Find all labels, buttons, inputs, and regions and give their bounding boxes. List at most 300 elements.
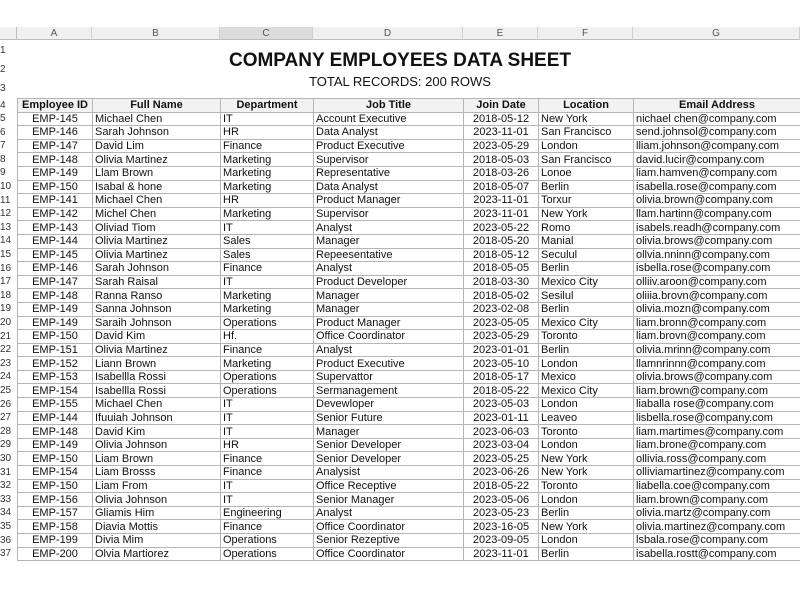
join-date-cell[interactable]: 2023-05-29 (464, 139, 539, 153)
job-title-header[interactable]: Job Title (314, 99, 464, 113)
row-number[interactable]: 12 (0, 208, 12, 220)
email-address-cell[interactable]: isbella.rose@company.com (634, 262, 800, 276)
employee-id-cell[interactable]: EMP-146 (18, 126, 93, 140)
job-title-cell[interactable]: Office Coordinator (314, 520, 464, 534)
full-name-cell[interactable]: Sanna Johnson (93, 302, 221, 316)
row-number[interactable]: 20 (0, 317, 12, 328)
row-number[interactable]: 18 (0, 289, 12, 301)
join-date-cell[interactable]: 2018-05-17 (464, 370, 539, 384)
email-address-cell[interactable]: lsbala.rose@company.com (634, 534, 800, 548)
row-number[interactable]: 34 (0, 507, 12, 519)
location-cell[interactable]: Mexico City (539, 316, 634, 330)
job-title-cell[interactable]: Analysist (314, 466, 464, 480)
table-row (18, 126, 800, 140)
table-row (18, 289, 800, 303)
location-cell[interactable]: Berlin (539, 180, 634, 194)
employee-id-cell[interactable]: EMP-144 (18, 234, 93, 248)
join-date-cell[interactable]: 2023-11-01 (464, 547, 539, 561)
row-number[interactable]: 6 (0, 126, 6, 138)
email-address-cell[interactable]: liam.brovn@company.com (634, 330, 800, 344)
row-number[interactable]: 1 (0, 45, 6, 56)
location-cell[interactable]: London (539, 493, 634, 507)
email-address-cell[interactable]: olivia.brows@company.com (634, 370, 800, 384)
job-title-cell[interactable]: Supervattor (314, 370, 464, 384)
column-header-g[interactable]: G (633, 27, 800, 40)
location-cell[interactable]: Berlin (539, 262, 634, 276)
employee-id-cell[interactable]: EMP-147 (18, 275, 93, 289)
row-number[interactable]: 13 (0, 221, 12, 233)
location-cell[interactable]: Berlin (539, 302, 634, 316)
department-cell[interactable]: Marketing (221, 207, 314, 221)
employee-id-cell[interactable]: EMP-148 (18, 289, 93, 303)
column-header-f[interactable]: F (538, 27, 633, 40)
job-title-cell[interactable]: Senior Developer (314, 438, 464, 452)
employee-id-cell[interactable]: EMP-144 (18, 411, 93, 425)
full-name-cell[interactable]: Oliviad Tiom (93, 221, 221, 235)
row-number[interactable]: 10 (0, 181, 12, 193)
row-number[interactable]: 15 (0, 249, 12, 261)
join-date-cell[interactable]: 2018-05-07 (464, 180, 539, 194)
employee-id-cell[interactable]: EMP-142 (18, 207, 93, 221)
full-name-cell[interactable]: Sarah Raisal (93, 275, 221, 289)
location-cell[interactable]: New York (539, 520, 634, 534)
row-number[interactable]: 4 (0, 99, 6, 111)
employee-id-cell[interactable]: EMP-148 (18, 425, 93, 439)
department-cell[interactable]: Finance (221, 262, 314, 276)
employee-id-cell[interactable]: EMP-143 (18, 221, 93, 235)
email-address-cell[interactable]: liam.martimes@company.com (634, 425, 800, 439)
department-cell[interactable]: HR (221, 126, 314, 140)
email-address-cell[interactable]: liaballa rose@company.com (634, 398, 800, 412)
row-number[interactable]: 36 (0, 534, 12, 546)
join-date-cell[interactable]: 2018-05-20 (464, 234, 539, 248)
employee-id-cell[interactable]: EMP-150 (18, 180, 93, 194)
row-number[interactable]: 3 (0, 83, 6, 95)
row-number[interactable]: 22 (0, 344, 12, 356)
full-name-cell[interactable]: Michel Chen (93, 207, 221, 221)
row-number[interactable]: 9 (0, 167, 6, 179)
join-date-cell[interactable]: 2023-05-05 (464, 316, 539, 330)
department-cell[interactable]: Engineering (221, 506, 314, 520)
table-row (18, 438, 800, 452)
job-title-cell[interactable]: Senior Rezeptive (314, 534, 464, 548)
row-number[interactable]: 19 (0, 303, 12, 315)
location-cell[interactable]: Romo (539, 221, 634, 235)
employee-id-cell[interactable]: EMP-150 (18, 479, 93, 493)
location-header[interactable]: Location (539, 99, 634, 113)
department-cell[interactable]: Operations (221, 316, 314, 330)
job-title-cell[interactable]: Senior Future (314, 411, 464, 425)
email-address-cell[interactable]: olivia.martz@company.com (634, 506, 800, 520)
job-title-cell[interactable]: Product Executive (314, 357, 464, 371)
column-header-c[interactable]: C (220, 27, 313, 40)
join-date-cell[interactable]: 2023-01-11 (464, 411, 539, 425)
join-date-cell[interactable]: 2018-05-12 (464, 112, 539, 126)
employee-id-cell[interactable]: EMP-153 (18, 370, 93, 384)
email-address-cell[interactable]: liabella.coe@company.com (634, 479, 800, 493)
row-number[interactable]: 5 (0, 113, 6, 125)
location-cell[interactable]: Lonoe (539, 166, 634, 180)
join-date-header[interactable]: Join Date (464, 99, 539, 113)
full-name-cell[interactable]: Liam Brosss (93, 466, 221, 480)
email-address-cell[interactable]: olivia.mozn@company.com (634, 302, 800, 316)
location-cell[interactable]: London (539, 438, 634, 452)
row-number[interactable]: 16 (0, 262, 12, 274)
location-cell[interactable]: Toronto (539, 330, 634, 344)
join-date-cell[interactable]: 2023-01-01 (464, 343, 539, 357)
full-name-cell[interactable]: Olivia Martinez (93, 153, 221, 167)
job-title-cell[interactable]: Product Manager (314, 194, 464, 208)
location-cell[interactable]: San Francisco (539, 126, 634, 140)
column-header-b[interactable]: B (92, 27, 220, 40)
department-cell[interactable]: IT (221, 411, 314, 425)
email-address-cell[interactable]: liam.brone@company.com (634, 438, 800, 452)
location-cell[interactable]: Mexico City (539, 384, 634, 398)
join-date-cell[interactable]: 2023-05-10 (464, 357, 539, 371)
department-cell[interactable]: HR (221, 438, 314, 452)
full-name-cell[interactable]: Olivia Johnson (93, 493, 221, 507)
join-date-cell[interactable]: 2018-03-26 (464, 166, 539, 180)
full-name-cell[interactable]: Liann Brown (93, 357, 221, 371)
email-address-cell[interactable]: olivia.brows@company.com (634, 234, 800, 248)
join-date-cell[interactable]: 2023-03-04 (464, 438, 539, 452)
job-title-cell[interactable]: Data Analyst (314, 126, 464, 140)
email-address-cell[interactable]: liam.bronn@company.com (634, 316, 800, 330)
department-cell[interactable]: Marketing (221, 302, 314, 316)
join-date-cell[interactable]: 2018-05-22 (464, 479, 539, 493)
full-name-cell[interactable]: Saraih Johnson (93, 316, 221, 330)
location-cell[interactable]: London (539, 139, 634, 153)
location-cell[interactable]: Berlin (539, 547, 634, 561)
join-date-cell[interactable]: 2018-05-12 (464, 248, 539, 262)
row-number[interactable]: 31 (0, 466, 12, 478)
location-cell[interactable]: Mexico City (539, 275, 634, 289)
job-title-cell[interactable]: Analyst (314, 506, 464, 520)
full-name-cell[interactable]: Llam Brown (93, 166, 221, 180)
table-row (18, 452, 800, 466)
location-cell[interactable]: Mexico (539, 370, 634, 384)
department-cell[interactable]: Operations (221, 384, 314, 398)
department-cell[interactable]: Sales (221, 248, 314, 262)
email-address-cell[interactable]: david.lucir@company.com (634, 153, 800, 167)
department-cell[interactable]: Finance (221, 520, 314, 534)
table-row (18, 534, 800, 548)
email-address-cell[interactable]: liam.brown@company.com (634, 493, 800, 507)
location-cell[interactable]: Seculul (539, 248, 634, 262)
department-cell[interactable]: Finance (221, 466, 314, 480)
row-number[interactable]: 23 (0, 357, 12, 369)
employee-id-cell[interactable]: EMP-157 (18, 506, 93, 520)
row-number[interactable]: 17 (0, 276, 12, 288)
employee-id-cell[interactable]: EMP-149 (18, 316, 93, 330)
job-title-cell[interactable]: Representative (314, 166, 464, 180)
employee-id-cell[interactable]: EMP-149 (18, 166, 93, 180)
location-cell[interactable]: London (539, 534, 634, 548)
full-name-cell[interactable]: David Lim (93, 139, 221, 153)
employee-id-cell[interactable]: EMP-148 (18, 153, 93, 167)
employee-id-cell[interactable]: EMP-152 (18, 357, 93, 371)
job-title-cell[interactable]: Supervisor (314, 207, 464, 221)
job-title-cell[interactable]: Manager (314, 289, 464, 303)
job-title-cell[interactable]: Analyst (314, 343, 464, 357)
full-name-cell[interactable]: Olvia Martiorez (93, 547, 221, 561)
department-cell[interactable]: Marketing (221, 357, 314, 371)
email-address-cell[interactable]: lisbella.rose@company.com (634, 411, 800, 425)
full-name-cell[interactable]: Sarah Johnson (93, 262, 221, 276)
job-title-cell[interactable]: Data Analyst (314, 180, 464, 194)
table-row (18, 384, 800, 398)
email-address-cell[interactable]: olivia.martinez@company.com (634, 520, 800, 534)
email-address-cell[interactable]: liam.hamven@company.com (634, 166, 800, 180)
department-cell[interactable]: IT (221, 425, 314, 439)
full-name-cell[interactable]: Olivia Martinez (93, 343, 221, 357)
job-title-cell[interactable]: Product Executive (314, 139, 464, 153)
row-number[interactable]: 11 (0, 194, 11, 206)
location-cell[interactable]: New York (539, 466, 634, 480)
email-address-cell[interactable]: olivia.mrinn@company.com (634, 343, 800, 357)
department-cell[interactable]: Marketing (221, 166, 314, 180)
department-cell[interactable]: IT (221, 398, 314, 412)
employee-id-cell[interactable]: EMP-200 (18, 547, 93, 561)
department-cell[interactable]: IT (221, 479, 314, 493)
row-number[interactable]: 29 (0, 439, 12, 451)
department-cell[interactable]: Marketing (221, 153, 314, 167)
row-number[interactable]: 32 (0, 480, 12, 492)
spreadsheet[interactable] (0, 27, 800, 597)
column-header-d[interactable]: D (313, 27, 463, 40)
job-title-cell[interactable]: Senior Manager (314, 493, 464, 507)
email-address-cell[interactable]: ollvia.nninn@company.com (634, 248, 800, 262)
row-number[interactable]: 33 (0, 493, 12, 505)
full-name-cell[interactable]: Ranna Ranso (93, 289, 221, 303)
employee-id-cell[interactable]: EMP-149 (18, 438, 93, 452)
row-number[interactable]: 35 (0, 520, 12, 532)
email-address-cell[interactable]: isabels.readh@company.com (634, 221, 800, 235)
location-cell[interactable]: Sesilul (539, 289, 634, 303)
join-date-cell[interactable]: 2023-05-06 (464, 493, 539, 507)
job-title-cell[interactable]: Analyst (314, 221, 464, 235)
location-cell[interactable]: Toronto (539, 479, 634, 493)
department-cell[interactable]: Operations (221, 547, 314, 561)
row-number[interactable]: 30 (0, 452, 12, 464)
location-cell[interactable]: London (539, 357, 634, 371)
table-row (18, 425, 800, 439)
full-name-cell[interactable]: Liam Brown (93, 452, 221, 466)
job-title-cell[interactable]: Repeesentative (314, 248, 464, 262)
full-name-cell[interactable]: Ifuuiah Johnson (93, 411, 221, 425)
email-address-cell[interactable]: ollivia.ross@company.com (634, 452, 800, 466)
row-number[interactable]: 14 (0, 235, 12, 247)
join-date-cell[interactable]: 2018-05-22 (464, 384, 539, 398)
full-name-cell[interactable]: Isabellla Rossi (93, 384, 221, 398)
employee-id-cell[interactable]: EMP-151 (18, 343, 93, 357)
department-cell[interactable]: HR (221, 194, 314, 208)
employee-id-cell[interactable]: EMP-146 (18, 262, 93, 276)
join-date-cell[interactable]: 2018-05-05 (464, 262, 539, 276)
full-name-cell[interactable]: Isabellla Rossi (93, 370, 221, 384)
full-name-cell[interactable]: Olivia Martinez (93, 248, 221, 262)
join-date-cell[interactable]: 2023-05-29 (464, 330, 539, 344)
row-number[interactable]: 2 (0, 64, 6, 76)
department-cell[interactable]: Marketing (221, 180, 314, 194)
job-title-cell[interactable]: Manager (314, 425, 464, 439)
department-cell[interactable]: Hf. (221, 330, 314, 344)
table-row (18, 466, 800, 480)
full-name-cell[interactable]: Diavia Mottis (93, 520, 221, 534)
job-title-cell[interactable]: Product Manager (314, 316, 464, 330)
full-name-cell[interactable]: Olivia Johnson (93, 438, 221, 452)
row-number[interactable]: 7 (0, 140, 6, 152)
email-address-cell[interactable]: olliviamartinez@company.com (634, 466, 800, 480)
column-header-a[interactable]: A (17, 27, 92, 40)
table-row (18, 262, 800, 276)
location-cell[interactable]: London (539, 398, 634, 412)
job-title-cell[interactable]: Senior Developer (314, 452, 464, 466)
table-row (18, 112, 800, 126)
location-cell[interactable]: Torxur (539, 194, 634, 208)
location-cell[interactable]: Toronto (539, 425, 634, 439)
table-row (18, 479, 800, 493)
join-date-cell[interactable]: 2023-05-23 (464, 506, 539, 520)
full-name-header[interactable]: Full Name (93, 99, 221, 113)
row-number[interactable]: 24 (0, 371, 12, 383)
job-title-cell[interactable]: Sermanagement (314, 384, 464, 398)
department-cell[interactable]: IT (221, 112, 314, 126)
location-cell[interactable]: Berlin (539, 506, 634, 520)
location-cell[interactable]: New York (539, 112, 634, 126)
sheet-title: COMPANY EMPLOYEES DATA SHEET (228, 50, 572, 71)
email-address-cell[interactable]: liam.brown@company.com (634, 384, 800, 398)
join-date-cell[interactable]: 2023-16-05 (464, 520, 539, 534)
department-cell[interactable]: Operations (221, 370, 314, 384)
job-title-cell[interactable]: Account Executive (314, 112, 464, 126)
join-date-cell[interactable]: 2023-11-01 (464, 126, 539, 140)
department-cell[interactable]: Finance (221, 139, 314, 153)
job-title-cell[interactable]: Supervisor (314, 153, 464, 167)
full-name-cell[interactable]: Isabal & hone (93, 180, 221, 194)
join-date-cell[interactable]: 2023-05-22 (464, 221, 539, 235)
join-date-cell[interactable]: 2023-11-01 (464, 207, 539, 221)
join-date-cell[interactable]: 2023-06-03 (464, 425, 539, 439)
join-date-cell[interactable]: 2023-02-08 (464, 302, 539, 316)
email-address-cell[interactable]: oliiia.brovn@company.com (634, 289, 800, 303)
employee-id-cell[interactable]: EMP-141 (18, 194, 93, 208)
location-cell[interactable]: Berlin (539, 343, 634, 357)
row-number[interactable]: 8 (0, 153, 6, 165)
job-title-cell[interactable]: Manager (314, 234, 464, 248)
employee-id-cell[interactable]: EMP-154 (18, 384, 93, 398)
department-cell[interactable]: IT (221, 493, 314, 507)
table-row (18, 194, 800, 208)
full-name-cell[interactable]: Olivia Martinez (93, 234, 221, 248)
row-number[interactable]: 26 (0, 398, 12, 410)
select-all-corner[interactable] (0, 27, 17, 40)
row-number[interactable]: 25 (0, 384, 12, 396)
full-name-cell[interactable]: David Kim (93, 425, 221, 439)
table-row (18, 316, 800, 330)
job-title-cell[interactable]: Product Developer (314, 275, 464, 289)
email-address-cell[interactable]: isabella.rose@company.com (634, 180, 800, 194)
full-name-cell[interactable]: David Kim (93, 330, 221, 344)
employee-id-cell[interactable]: EMP-199 (18, 534, 93, 548)
column-header-e[interactable]: E (463, 27, 538, 40)
employee-id-cell[interactable]: EMP-150 (18, 452, 93, 466)
employee-id-cell[interactable]: EMP-158 (18, 520, 93, 534)
department-header[interactable]: Department (221, 99, 314, 113)
row-number[interactable]: 37 (0, 548, 12, 560)
location-cell[interactable]: Leaveo (539, 411, 634, 425)
join-date-cell[interactable]: 2018-05-03 (464, 153, 539, 167)
row-number[interactable]: 21 (0, 330, 12, 342)
row-number[interactable]: 28 (0, 425, 12, 437)
department-cell[interactable]: Operations (221, 534, 314, 548)
email-address-cell[interactable]: llamnrinnn@company.com (634, 357, 800, 371)
employee-id-cell[interactable]: EMP-145 (18, 248, 93, 262)
email-address-cell[interactable]: llam.hartinn@company.com (634, 207, 800, 221)
department-cell[interactable]: Sales (221, 234, 314, 248)
employee-id-cell[interactable]: EMP-150 (18, 330, 93, 344)
employee-id-cell[interactable]: EMP-149 (18, 302, 93, 316)
location-cell[interactable]: New York (539, 452, 634, 466)
row-number[interactable]: 27 (0, 412, 12, 424)
join-date-cell[interactable]: 2023-11-01 (464, 194, 539, 208)
full-name-cell[interactable]: Divia Mim (93, 534, 221, 548)
join-date-cell[interactable]: 2023-05-25 (464, 452, 539, 466)
department-cell[interactable]: Finance (221, 452, 314, 466)
email-address-cell[interactable]: isabella.rostt@company.com (634, 547, 800, 561)
join-date-cell[interactable]: 2018-05-02 (464, 289, 539, 303)
employee-id-cell[interactable]: EMP-154 (18, 466, 93, 480)
employee-id-cell[interactable]: EMP-155 (18, 398, 93, 412)
join-date-cell[interactable]: 2023-05-03 (464, 398, 539, 412)
location-cell[interactable]: San Francisco (539, 153, 634, 167)
location-cell[interactable]: Manial (539, 234, 634, 248)
full-name-cell[interactable]: Michael Chen (93, 112, 221, 126)
join-date-cell[interactable]: 2023-06-26 (464, 466, 539, 480)
employee-id-cell[interactable]: EMP-147 (18, 139, 93, 153)
location-cell[interactable]: New York (539, 207, 634, 221)
full-name-cell[interactable]: Gliamis Him (93, 506, 221, 520)
email-address-cell[interactable]: olivia.brown@company.com (634, 194, 800, 208)
full-name-cell[interactable]: Liam From (93, 479, 221, 493)
job-title-cell[interactable]: Devewloper (314, 398, 464, 412)
join-date-cell[interactable]: 2023-09-05 (464, 534, 539, 548)
department-cell[interactable]: Finance (221, 343, 314, 357)
employee-id-header[interactable]: Employee ID (18, 99, 93, 113)
department-cell[interactable]: IT (221, 221, 314, 235)
full-name-cell[interactable]: Sarah Johnson (93, 126, 221, 140)
job-title-cell[interactable]: Office Coordinator (314, 330, 464, 344)
employee-id-cell[interactable]: EMP-145 (18, 112, 93, 126)
email-address-header[interactable]: Email Address (634, 99, 800, 113)
full-name-cell[interactable]: Michael Chen (93, 194, 221, 208)
email-address-cell[interactable]: nichael chen@company.com (634, 112, 800, 126)
job-title-cell[interactable]: Office Coordinator (314, 547, 464, 561)
table-row (18, 234, 800, 248)
table-row (18, 275, 800, 289)
employee-id-cell[interactable]: EMP-156 (18, 493, 93, 507)
email-address-cell[interactable]: olliiv.aroon@company.com (634, 275, 800, 289)
full-name-cell[interactable]: Michael Chen (93, 398, 221, 412)
department-cell[interactable]: IT (221, 275, 314, 289)
department-cell[interactable]: Marketing (221, 289, 314, 303)
join-date-cell[interactable]: 2018-03-30 (464, 275, 539, 289)
email-address-cell[interactable]: send.johnsol@company.com (634, 126, 800, 140)
job-title-cell[interactable]: Analyst (314, 262, 464, 276)
job-title-cell[interactable]: Office Receptive (314, 479, 464, 493)
email-address-cell[interactable]: lliam.johnson@company.com (634, 139, 800, 153)
job-title-cell[interactable]: Manager (314, 302, 464, 316)
